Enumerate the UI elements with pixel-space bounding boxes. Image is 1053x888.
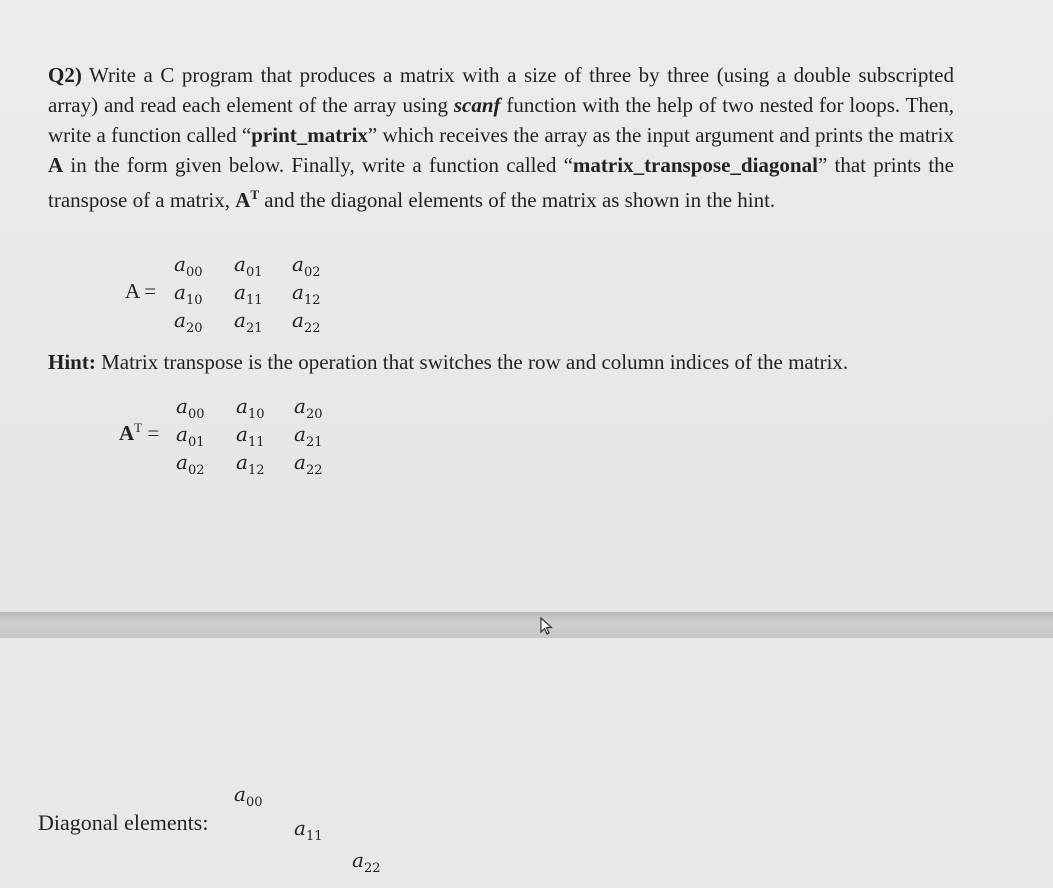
matrix-a-label: A = (125, 279, 157, 303)
matrix-a-cell: $a_{02}$ (292, 252, 321, 280)
diagonal-label: Diagonal elements: (38, 810, 209, 835)
matrix-at-cell: $a_{12}$ (236, 450, 265, 478)
page-divider (0, 612, 1053, 638)
question-part: Write a C program that produces a matrix with a size of three by three (using a double subscripted array) and read each element of the array using (48, 63, 954, 117)
matrix-a-cell: $a_{20}$ (174, 308, 203, 336)
matrix-at-cell: $a_{20}$ (294, 394, 323, 422)
matrix-a-symbol: A (48, 153, 64, 177)
matrix-at-cell: $a_{21}$ (294, 422, 323, 450)
hint-body: Matrix transpose is the operation that switches the row and column indices of the matrix. (95, 350, 849, 374)
matrix-a-cell: $a_{12}$ (292, 280, 321, 308)
question-part: function with the help of two nested for loops. Then, write a function called “ (48, 93, 954, 147)
matrix-at-label: $A^T$ = (119, 420, 160, 445)
matrix-at-cell: $a_{22}$ (294, 450, 323, 478)
matrix-a-cell: $a_{21}$ (234, 308, 263, 336)
lower-section (0, 638, 1053, 888)
matrix-at-cell: $a_{01}$ (176, 422, 205, 450)
matrix-at-cell: $a_{10}$ (236, 394, 265, 422)
diagonal-item: $a_{11}$ (294, 816, 323, 844)
matrix-a-cell: $a_{10}$ (174, 280, 203, 308)
question-part: in the form given below. Finally, write a function called “ (63, 153, 573, 177)
scanf-keyword: scanf (453, 93, 501, 117)
transpose-diagonal-name: matrix_transpose_diagonal (572, 153, 818, 177)
question-part: ” which receives the array as the input argument and prints the matrix (367, 123, 955, 147)
matrix-a-cell: $a_{11}$ (234, 280, 263, 308)
question-part: ” that prints the transpose of a matrix, (48, 153, 954, 212)
matrix-at-cell: $a_{02}$ (176, 450, 205, 478)
question-text (48, 60, 954, 215)
print-matrix-name: print_matrix (251, 123, 368, 147)
matrix-at-symbol (235, 188, 259, 212)
matrix-a-cell: $a_{22}$ (292, 308, 321, 336)
diagonal-item: $a_{22}$ (352, 848, 381, 876)
hint-label: Hint: (48, 350, 96, 374)
matrix-at-cell: $a_{00}$ (176, 394, 205, 422)
matrix-at-cell: $a_{11}$ (236, 422, 265, 450)
matrix-a-cell: $a_{00}$ (174, 252, 203, 280)
at-sup: T (250, 187, 260, 202)
question-number: Q2) (48, 63, 82, 87)
question-part: and the diagonal elements of the matrix as shown in the hint. (259, 188, 776, 212)
matrix-a-cell: $a_{01}$ (234, 252, 263, 280)
diagonal-item: $a_{00}$ (234, 782, 263, 810)
at-base: A (235, 188, 251, 212)
mouse-cursor-icon (540, 617, 554, 635)
hint-text (48, 350, 953, 375)
